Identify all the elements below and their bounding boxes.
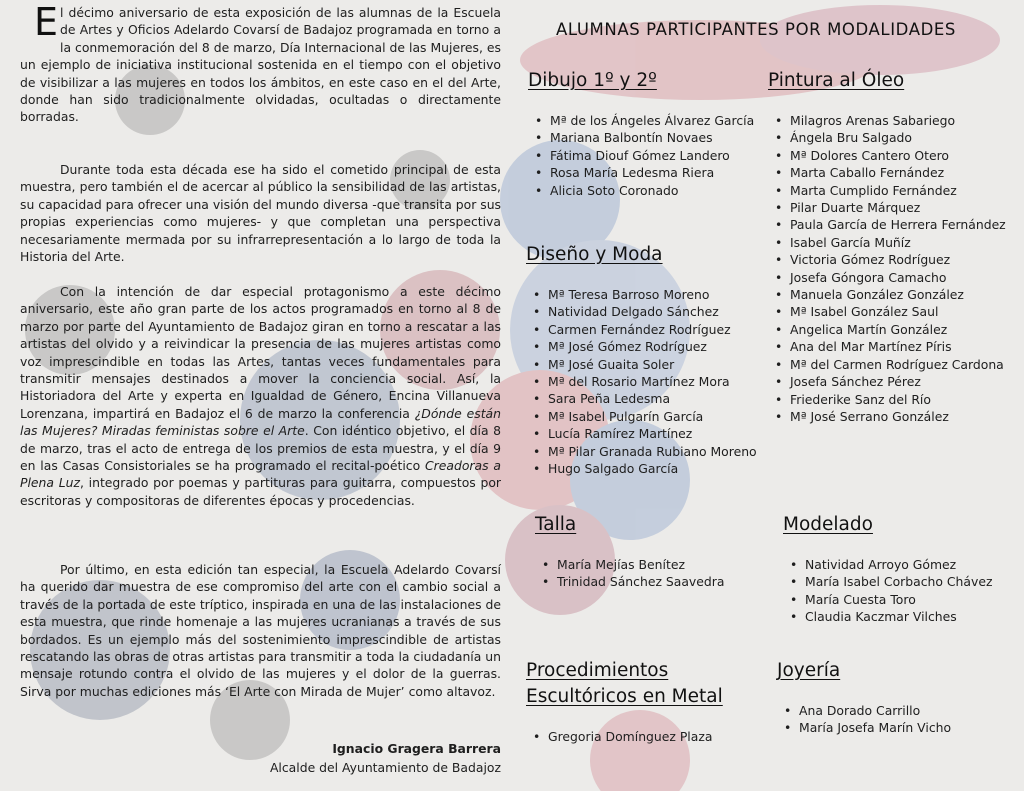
section-title-pintura: Pintura al Óleo	[768, 70, 905, 91]
list-item: • Mª del Rosario Martínez Mora	[533, 373, 757, 390]
list-item: • Alicia Soto Coronado	[535, 182, 754, 199]
section-title-talla: Talla	[535, 514, 577, 535]
list-item: • Hugo Salgado García	[533, 460, 757, 477]
list-item: • Mariana Balbontín Novaes	[535, 129, 754, 146]
list-item: • Fátima Diouf Gómez Landero	[535, 147, 754, 164]
list-diseno-moda	[533, 286, 757, 477]
list-item: • Mª de los Ángeles Álvarez García	[535, 112, 754, 129]
list-item: • Paula García de Herrera Fernández	[775, 216, 1006, 233]
list-item: • María Mejías Benítez	[542, 556, 724, 573]
list-pintura	[775, 112, 1006, 425]
signature-role: Alcalde del Ayuntamiento de Badajoz	[269, 760, 501, 775]
list-item: • Rosa María Ledesma Riera	[535, 164, 754, 181]
list-item: • Marta Cumplido Fernández	[775, 182, 1006, 199]
participants-title: ALUMNAS PARTICIPANTES POR MODALIDADES	[556, 20, 956, 39]
list-item: • Ángela Bru Salgado	[775, 129, 1006, 146]
list-item: • Gregoria Domínguez Plaza	[533, 728, 712, 745]
list-item: • Ana del Mar Martínez Píris	[775, 338, 1006, 355]
list-item: • Pilar Duarte Márquez	[775, 199, 1006, 216]
list-item: • Milagros Arenas Sabariego	[775, 112, 1006, 129]
list-item: • Isabel García Muñíz	[775, 234, 1006, 251]
list-modelado	[790, 556, 992, 626]
paragraph-1	[20, 0, 501, 126]
list-item: • Mª del Carmen Rodríguez Cardona	[775, 356, 1006, 373]
list-item: • María Josefa Marín Vicho	[784, 719, 951, 736]
list-item: • Mª Teresa Barroso Moreno	[533, 286, 757, 303]
list-item: • Josefa Góngora Camacho	[775, 269, 1006, 286]
conference-title: ¿Dónde están las Mujeres? Miradas feministas sobre el Arte	[20, 405, 501, 439]
paragraph-2: Durante toda esta década ese ha sido el cometido principal de esta muestra, pero también el de acercar al público la sensibilidad de las artistas, su capacidad para ofrecer una visión del mundo diversa -que transita por sus propias experiencias como mujeres- y que completan una perspectiva necesariamente mermada por su infrarrepresentación a lo largo de toda la Historia del Arte.	[20, 162, 501, 265]
list-item: • Sara Peña Ledesma	[533, 390, 757, 407]
list-item: • Mª Dolores Cantero Otero	[775, 147, 1006, 164]
list-item: • Mª José Serrano González	[775, 408, 1006, 425]
drop-cap: E	[34, 0, 59, 44]
section-title-procedimientos-metal	[526, 658, 723, 710]
paragraph-3-part-c: , integrado por poemas y partituras para guitarra, compuestos por escritoras y compositoras de diferentes épocas y procedencias.	[20, 475, 501, 508]
list-item: • Josefa Sánchez Pérez	[775, 373, 1006, 390]
section-title-line-2: Escultóricos en Metal	[526, 686, 723, 707]
list-item: • Ana Dorado Carrillo	[784, 702, 951, 719]
list-item: • Lucía Ramírez Martínez	[533, 425, 757, 442]
list-item: • Mª José Gómez Rodríguez	[533, 338, 757, 355]
list-item: • Carmen Fernández Rodríguez	[533, 321, 757, 338]
list-joyeria	[784, 702, 951, 737]
paragraph-3	[20, 283, 501, 509]
paragraph-4: Por último, en esta edición tan especial, la Escuela Adelardo Covarsí ha querido dar muestra de ese compromiso del arte con el cambio social a través de la portada de este tríptico, inspirada en una de las instalaciones de esta muestra, que rinde homenaje a las mujeres ucranianas a través de sus bordados. Es un ejemplo más del sostenimiento imprescindible de artistas rescatando las obras de otras artistas para transmitir a toda la ciudadanía un mensaje rotundo contra el olvido de las mujeres y el dolor de la guerras. Sirva por muchas ediciones más ‘El Arte con Mirada de Mujer’ como altavoz.	[20, 562, 501, 699]
section-title-modelado: Modelado	[783, 514, 873, 535]
section-title-line-1: Procedimientos	[526, 660, 669, 681]
list-item: • Natividad Arroyo Gómez	[790, 556, 992, 573]
list-item: • Mª José Guaita Soler	[533, 356, 757, 373]
list-item: • Marta Caballo Fernández	[775, 164, 1006, 181]
list-item: • María Isabel Corbacho Chávez	[790, 573, 992, 590]
list-item: • Trinidad Sánchez Saavedra	[542, 573, 724, 590]
list-item: • Claudia Kaczmar Vilches	[790, 608, 992, 625]
paragraph-3-part-a: Con la intención de dar especial protagonismo a este décimo aniversario, este año gran parte de los actos programados en torno al 8 de marzo por parte del Ayuntamiento de Badajoz giran en torno a rescatar a las artistas del olvido y a reivindicar la presencia de las mujeres artistas como voz imprescindible en todas las Artes, tantas veces fundamentales para transmitir mensajes destinados a mover la conciencia social. Así, la Historiadora del Arte y experta en Igualdad de Género, Encina Villanueva Lorenzana, impartirá en Badajoz el 6 de marzo la conferencia	[20, 284, 501, 421]
list-procedimientos-metal	[533, 728, 712, 745]
list-item: • Mª Isabel González Saul	[775, 303, 1006, 320]
signature-name: Ignacio Gragera Barrera	[332, 741, 501, 756]
list-item: • Manuela González González	[775, 286, 1006, 303]
signature	[20, 739, 501, 777]
list-item: • Natividad Delgado Sánchez	[533, 303, 757, 320]
recital-title: Creadoras a Plena Luz	[20, 458, 501, 491]
section-title-joyeria: Joyería	[777, 660, 841, 681]
list-item: • Mª Pilar Granada Rubiano Moreno	[533, 443, 757, 460]
paragraph-3-part-b: . Con idéntico objetivo, el día 8 de marzo, tras el acto de entrega de los premios de esta muestra, y el día 9 en las Casas Consistoriales se ha programado el recital-poético	[20, 423, 501, 474]
section-title-dibujo: Dibujo 1º y 2º	[528, 70, 657, 91]
section-title-diseno-moda: Diseño y Moda	[526, 244, 663, 265]
list-talla	[542, 556, 724, 591]
list-item: • Friederike Sanz del Río	[775, 391, 1006, 408]
list-item: • Angelica Martín González	[775, 321, 1006, 338]
list-item: • Victoria Gómez Rodríguez	[775, 251, 1006, 268]
list-dibujo	[535, 112, 754, 199]
list-item: • María Cuesta Toro	[790, 591, 992, 608]
list-item: • Mª Isabel Pulgarín García	[533, 408, 757, 425]
paragraph-1-text: l décimo aniversario de esta exposición de las alumnas de la Escuela de Artes y Oficios Adelardo Covarsí de Badajoz programada en torno a la conmemoración del 8 de marzo, Día Internacional de las Mujeres, es un ejemplo de iniciativa institucional sostenida en el tiempo con el objetivo de visibilizar a las mujeres en todos los ámbitos, en este caso en el del Arte, donde han sido tradicionalmente olvidadas, ocultadas o directamente borradas.	[20, 5, 501, 125]
